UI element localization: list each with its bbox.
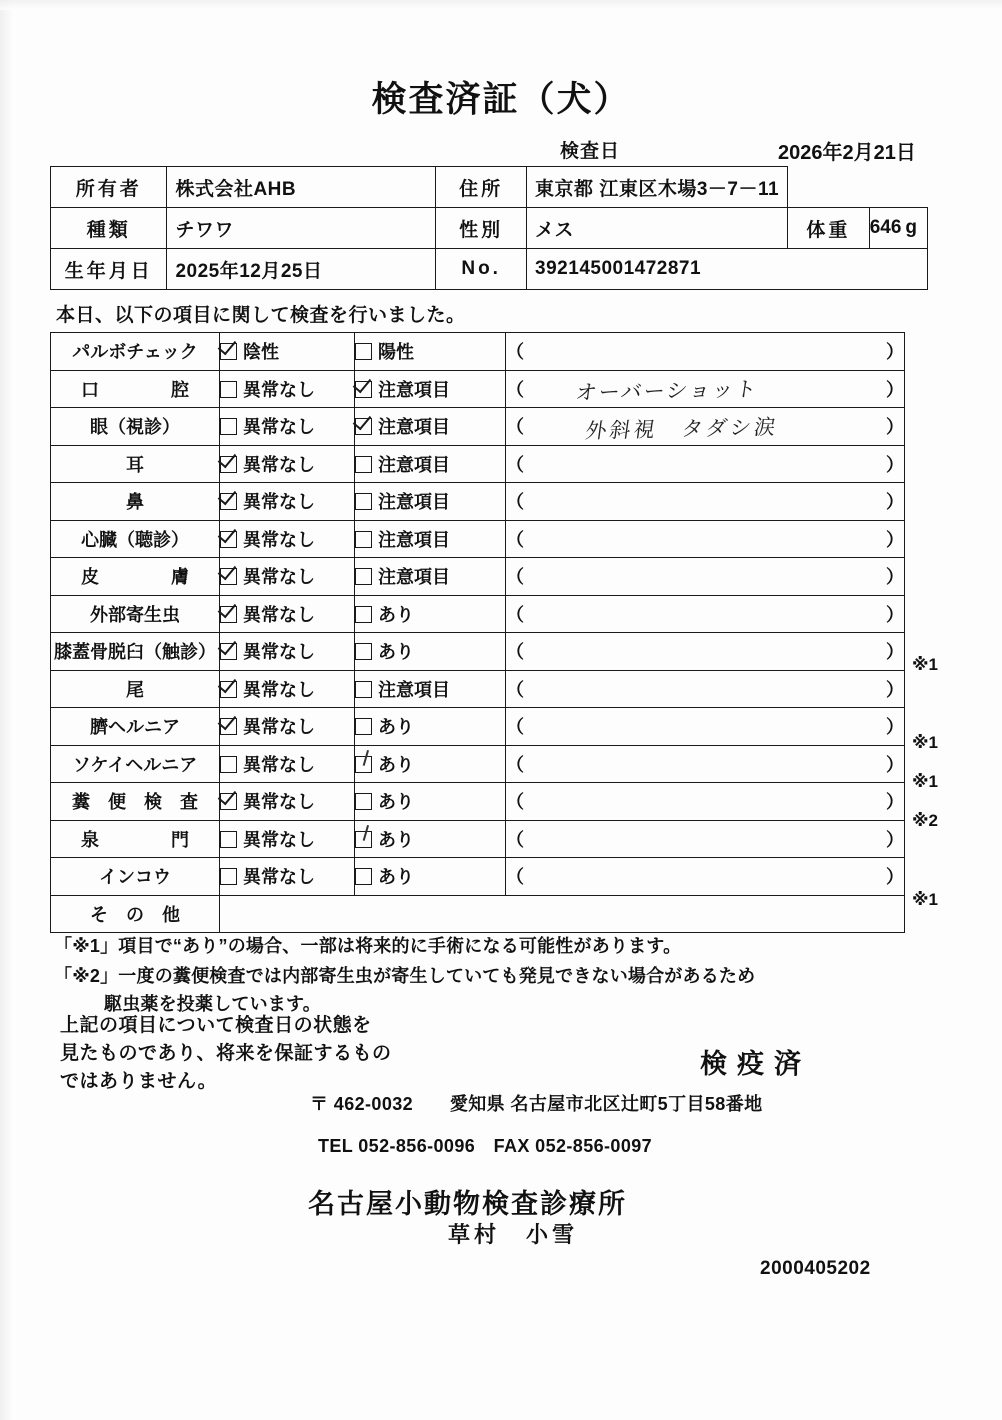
quarantine-stamp: 検疫済 bbox=[700, 1049, 811, 1079]
item-option-normal[interactable] bbox=[220, 333, 355, 371]
checkbox-icon[interactable] bbox=[220, 868, 237, 885]
footnote-mark: ※1 bbox=[912, 654, 938, 674]
table-row bbox=[51, 333, 905, 371]
item-remark-field[interactable] bbox=[506, 558, 905, 596]
checkbox-icon[interactable] bbox=[220, 756, 237, 773]
item-remark-field[interactable] bbox=[506, 708, 905, 746]
exam-date-label: 検査日 bbox=[560, 141, 621, 162]
footnote-2b: 駆虫薬を投薬しています。 bbox=[104, 994, 321, 1014]
checkbox-icon[interactable] bbox=[220, 381, 237, 398]
item-name: 糞 便 検 査 bbox=[51, 783, 220, 821]
item-name: 泉 門 bbox=[51, 820, 220, 858]
paren-open: （ bbox=[506, 529, 524, 550]
table-row bbox=[51, 520, 905, 558]
breed-label: 種類 bbox=[51, 208, 167, 249]
item-remark-field[interactable] bbox=[506, 670, 905, 708]
table-row bbox=[51, 895, 905, 933]
paren-open: （ bbox=[506, 642, 524, 663]
checkbox-icon[interactable] bbox=[355, 643, 372, 660]
item-remark-field[interactable] bbox=[506, 333, 905, 371]
paren-open: （ bbox=[506, 829, 524, 850]
item-remark-field[interactable] bbox=[506, 820, 905, 858]
item-remark-field[interactable] bbox=[506, 520, 905, 558]
table-row bbox=[51, 858, 905, 896]
checkbox-icon[interactable] bbox=[220, 681, 237, 698]
item-option-abnormal[interactable] bbox=[355, 558, 506, 596]
footnote-mark: ※1 bbox=[912, 772, 938, 792]
paren-close: ） bbox=[886, 604, 904, 625]
item-option-normal[interactable] bbox=[220, 858, 355, 896]
checkbox-label: 注意項目 bbox=[378, 679, 450, 700]
checkbox-icon[interactable] bbox=[220, 418, 237, 435]
item-name: 尾 bbox=[51, 670, 220, 708]
table-row bbox=[51, 670, 905, 708]
item-option-normal[interactable] bbox=[220, 745, 355, 783]
checkbox-label: 異常なし bbox=[243, 604, 315, 625]
birthdate-label: 生年月日 bbox=[51, 249, 167, 290]
handwritten-remark: オーバーショット bbox=[573, 376, 760, 405]
footnote-mark: ※1 bbox=[912, 733, 938, 752]
paren-close: ） bbox=[886, 529, 904, 550]
checkbox-label: 注意項目 bbox=[378, 492, 450, 513]
checkbox-label: あり bbox=[378, 642, 414, 663]
item-option-abnormal[interactable] bbox=[355, 595, 506, 633]
checkbox-icon[interactable] bbox=[220, 643, 237, 660]
paren-close: ） bbox=[886, 492, 904, 513]
owner-label: 所有者 bbox=[51, 167, 167, 208]
paren-close: ） bbox=[886, 379, 904, 400]
checkbox-label: 注意項目 bbox=[378, 379, 450, 400]
paren-open: （ bbox=[506, 492, 524, 513]
item-option-abnormal[interactable] bbox=[355, 445, 506, 483]
paren-close: ） bbox=[886, 754, 904, 775]
item-name: 口 腔 bbox=[51, 370, 220, 408]
exam-note: 本日、以下の項目に関して検査を行いました。 bbox=[56, 305, 466, 326]
checkbox-icon[interactable] bbox=[220, 606, 237, 623]
item-name: 臍ヘルニア bbox=[51, 708, 220, 746]
scan-edge-top bbox=[0, 0, 1002, 10]
sex-value: メス bbox=[527, 208, 788, 249]
table-row bbox=[51, 370, 905, 408]
footnote-mark: ※2 bbox=[912, 811, 938, 831]
paren-close: ） bbox=[886, 642, 904, 663]
paren-close: ） bbox=[886, 792, 904, 813]
item-remark-field[interactable] bbox=[506, 370, 905, 408]
item-option-normal[interactable] bbox=[220, 708, 355, 746]
checkbox-icon[interactable] bbox=[220, 456, 237, 473]
exam-items-table bbox=[50, 332, 905, 933]
item-name: ソケイヘルニア bbox=[51, 745, 220, 783]
checkbox-label: 異常なし bbox=[243, 492, 315, 513]
item-remark-field[interactable] bbox=[506, 595, 905, 633]
weight-value: 646 bbox=[869, 217, 902, 238]
checkbox-label: あり bbox=[378, 792, 414, 813]
checkbox-icon[interactable] bbox=[220, 568, 237, 585]
item-remark-field[interactable] bbox=[506, 483, 905, 521]
item-other-blank bbox=[220, 895, 905, 933]
item-option-abnormal[interactable] bbox=[355, 858, 506, 896]
checkbox-label: 陽性 bbox=[378, 342, 414, 363]
checkbox-icon[interactable] bbox=[355, 418, 372, 435]
clinic-address: 〒 462-0032 愛知県 名古屋市北区辻町5丁目58番地 bbox=[310, 1094, 763, 1114]
checkbox-label: あり bbox=[378, 604, 414, 625]
paren-close: ） bbox=[886, 567, 904, 588]
checkbox-icon[interactable] bbox=[220, 793, 237, 810]
checkbox-icon[interactable] bbox=[355, 756, 372, 773]
item-name: 心臓（聴診） bbox=[51, 520, 220, 558]
checkbox-icon[interactable] bbox=[355, 868, 372, 885]
checkbox-icon[interactable] bbox=[355, 606, 372, 623]
item-option-normal[interactable] bbox=[220, 633, 355, 671]
item-remark-field[interactable] bbox=[506, 745, 905, 783]
paren-close: ） bbox=[886, 829, 904, 850]
item-name: 眼（視診） bbox=[51, 408, 220, 446]
checkbox-icon[interactable] bbox=[355, 568, 372, 585]
item-remark-field[interactable] bbox=[506, 858, 905, 896]
checkbox-label: 異常なし bbox=[243, 454, 315, 475]
item-remark-field[interactable] bbox=[506, 633, 905, 671]
disclaimer-line: 見たものであり、将来を保証するもの bbox=[60, 1043, 392, 1064]
item-option-normal[interactable] bbox=[220, 670, 355, 708]
footnote-1: 「※1」項目で“あり”の場合、一部は将来的に手術になる可能性があります。 bbox=[54, 936, 682, 956]
checkbox-label: あり bbox=[378, 867, 414, 888]
checkbox-label: あり bbox=[378, 829, 414, 850]
checkbox-label: 異常なし bbox=[243, 379, 315, 400]
paren-open: （ bbox=[506, 754, 524, 775]
checkbox-icon[interactable] bbox=[355, 493, 372, 510]
item-option-abnormal[interactable] bbox=[355, 633, 506, 671]
table-row bbox=[51, 408, 905, 446]
paren-open: （ bbox=[506, 792, 524, 813]
examiner-name: 草村 小雪 bbox=[448, 1222, 579, 1247]
paren-open: （ bbox=[506, 567, 524, 588]
checkbox-label: 異常なし bbox=[243, 529, 315, 550]
checkbox-icon[interactable] bbox=[355, 718, 372, 735]
item-option-normal[interactable] bbox=[220, 595, 355, 633]
paren-open: （ bbox=[506, 417, 524, 438]
handwritten-remark: 外斜視 タダシ涙 bbox=[583, 414, 780, 444]
table-row bbox=[51, 249, 928, 290]
item-option-normal[interactable] bbox=[220, 558, 355, 596]
birthdate-value: 2025年12月25日 bbox=[167, 249, 436, 290]
item-option-normal[interactable] bbox=[220, 408, 355, 446]
checkbox-label: 異常なし bbox=[243, 717, 315, 738]
clinic-telephone: TEL 052-856-0096 FAX 052-856-0097 bbox=[318, 1136, 653, 1156]
scan-edge-left bbox=[0, 0, 14, 1420]
checkbox-icon[interactable] bbox=[220, 718, 237, 735]
table-row bbox=[51, 783, 905, 821]
table-row bbox=[51, 445, 905, 483]
checkbox-icon[interactable] bbox=[355, 793, 372, 810]
paren-open: （ bbox=[506, 717, 524, 738]
paren-open: （ bbox=[506, 867, 524, 888]
checkbox-icon[interactable] bbox=[220, 831, 237, 848]
paren-close: ） bbox=[886, 717, 904, 738]
weight-unit: g bbox=[905, 217, 917, 238]
table-row bbox=[51, 820, 905, 858]
address-label: 住所 bbox=[436, 167, 527, 208]
checkbox-icon[interactable] bbox=[220, 493, 237, 510]
exam-date-value: 2026年2月21日 bbox=[778, 142, 916, 164]
checkbox-label: 注意項目 bbox=[378, 454, 450, 475]
weight-label: 体重 bbox=[788, 208, 870, 249]
item-option-normal[interactable] bbox=[220, 820, 355, 858]
paren-close: ） bbox=[886, 867, 904, 888]
table-row bbox=[51, 558, 905, 596]
disclaimer-text bbox=[60, 1012, 392, 1096]
paren-open: （ bbox=[506, 604, 524, 625]
checkbox-icon[interactable] bbox=[355, 531, 372, 548]
item-option-normal[interactable] bbox=[220, 783, 355, 821]
checkbox-label: 異常なし bbox=[243, 417, 315, 438]
checkbox-icon[interactable] bbox=[220, 343, 237, 360]
paren-close: ） bbox=[886, 454, 904, 475]
paren-close: ） bbox=[886, 679, 904, 700]
checkbox-label: 異常なし bbox=[243, 679, 315, 700]
item-option-abnormal[interactable] bbox=[355, 708, 506, 746]
item-remark-field[interactable] bbox=[506, 408, 905, 446]
checkbox-icon[interactable] bbox=[220, 531, 237, 548]
page-title: 検査済証（犬） bbox=[371, 80, 631, 119]
paren-open: （ bbox=[506, 454, 524, 475]
table-row bbox=[51, 595, 905, 633]
item-name: そ の 他 bbox=[51, 895, 220, 933]
item-option-normal[interactable] bbox=[220, 445, 355, 483]
checkbox-label: あり bbox=[378, 717, 414, 738]
item-option-normal[interactable] bbox=[220, 520, 355, 558]
checkbox-label: 注意項目 bbox=[378, 529, 450, 550]
item-option-abnormal[interactable] bbox=[355, 820, 506, 858]
checkbox-icon[interactable] bbox=[355, 681, 372, 698]
item-remark-field[interactable] bbox=[506, 783, 905, 821]
checkbox-icon[interactable] bbox=[355, 343, 372, 360]
footnote-mark: ※1 bbox=[912, 889, 938, 909]
item-remark-field[interactable] bbox=[506, 445, 905, 483]
checkbox-label: 異常なし bbox=[243, 642, 315, 663]
checkbox-label: 異常なし bbox=[243, 829, 315, 850]
table-row bbox=[51, 708, 905, 746]
microchip-no-label: No. bbox=[436, 249, 527, 290]
item-option-abnormal[interactable] bbox=[355, 483, 506, 521]
owner-value: 株式会社AHB bbox=[167, 167, 436, 208]
item-option-abnormal[interactable] bbox=[355, 745, 506, 783]
sex-label: 性別 bbox=[436, 208, 527, 249]
item-option-abnormal[interactable] bbox=[355, 783, 506, 821]
item-option-abnormal[interactable] bbox=[355, 520, 506, 558]
item-option-abnormal[interactable] bbox=[355, 333, 506, 371]
table-row bbox=[51, 483, 905, 521]
item-name: 外部寄生虫 bbox=[51, 595, 220, 633]
checkbox-label: 注意項目 bbox=[378, 417, 450, 438]
checkbox-label: 異常なし bbox=[243, 754, 315, 775]
checkbox-label: あり bbox=[378, 754, 414, 775]
item-option-abnormal[interactable] bbox=[355, 670, 506, 708]
paren-close: ） bbox=[886, 342, 904, 363]
item-option-abnormal[interactable] bbox=[355, 408, 506, 446]
item-name: 鼻 bbox=[51, 483, 220, 521]
disclaimer-line: 上記の項目について検査日の状態を bbox=[60, 1015, 372, 1036]
clinic-name: 名古屋小動物検査診療所 bbox=[308, 1189, 627, 1219]
item-name: 耳 bbox=[51, 445, 220, 483]
item-option-abnormal[interactable] bbox=[355, 370, 506, 408]
owner-info-table bbox=[50, 166, 928, 290]
table-row bbox=[51, 633, 905, 671]
table-row bbox=[51, 208, 928, 249]
checkbox-icon[interactable] bbox=[355, 831, 372, 848]
item-name: パルボチェック bbox=[51, 333, 220, 371]
paren-open: （ bbox=[506, 679, 524, 700]
item-option-normal[interactable] bbox=[220, 483, 355, 521]
paren-open: （ bbox=[506, 342, 524, 363]
microchip-no-value: 392145001472871 bbox=[527, 249, 928, 290]
document-number: 2000405202 bbox=[760, 1258, 871, 1279]
paren-open: （ bbox=[506, 379, 524, 400]
item-name: インコウ bbox=[51, 858, 220, 896]
disclaimer-line: ではありません。 bbox=[60, 1071, 218, 1092]
checkbox-label: 異常なし bbox=[243, 792, 315, 813]
checkbox-label: 異常なし bbox=[243, 567, 315, 588]
table-row bbox=[51, 745, 905, 783]
checkbox-icon[interactable] bbox=[355, 456, 372, 473]
footnote-2a: 「※2」一度の糞便検査では内部寄生虫が寄生していても発見できない場合があるため bbox=[54, 966, 756, 986]
checkbox-label: 陰性 bbox=[243, 342, 279, 363]
paren-close: ） bbox=[886, 417, 904, 438]
breed-value: チワワ bbox=[167, 208, 436, 249]
item-name: 皮 膚 bbox=[51, 558, 220, 596]
item-name: 膝蓋骨脱臼（触診） bbox=[51, 633, 220, 671]
table-row bbox=[51, 167, 928, 208]
checkbox-icon[interactable] bbox=[355, 381, 372, 398]
checkbox-label: 異常なし bbox=[243, 867, 315, 888]
item-option-normal[interactable] bbox=[220, 370, 355, 408]
checkbox-label: 注意項目 bbox=[378, 567, 450, 588]
address-value: 東京都 江東区木場3－7－11 bbox=[527, 167, 788, 208]
